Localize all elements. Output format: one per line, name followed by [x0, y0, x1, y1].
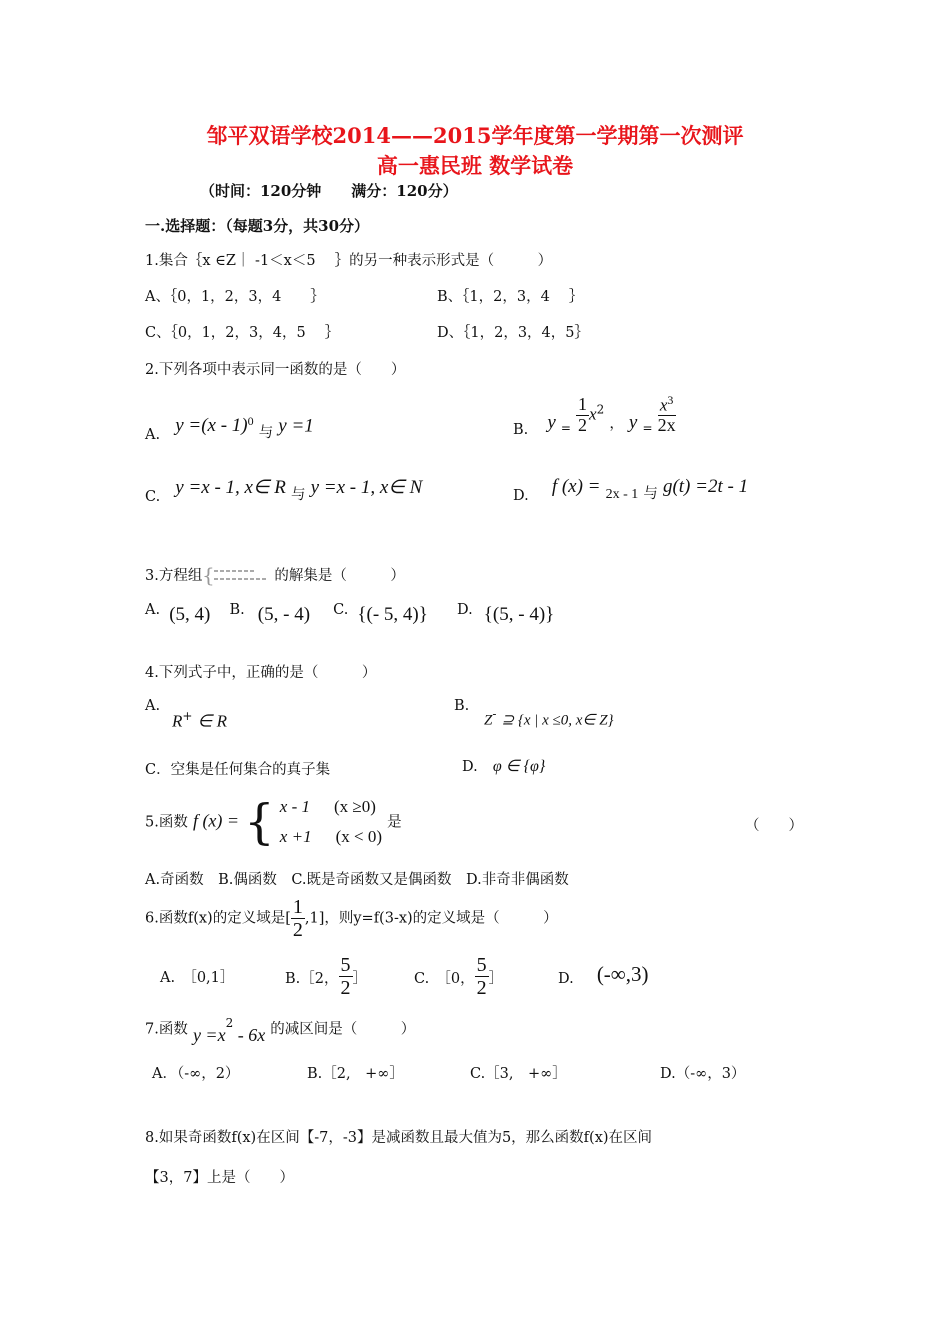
q6-stem-post: ,1]，则y=f(3-x)的定义域是（ ） [304, 910, 558, 927]
q4-stem: 4.下列式子中，正确的是（ ） [145, 665, 377, 681]
q2-option-a [145, 414, 314, 444]
q6-c-frac [475, 954, 489, 999]
q1-option-b: B、｛1，2，3，4 ｝ [437, 289, 584, 305]
q7-expr: y =x [192, 1025, 226, 1046]
q4-b-rest: ⊇ {x | x ≤0, x∈ Z} [501, 712, 614, 729]
q6-d-val: (-∞,3) [596, 962, 649, 986]
q6-b-den: 2 [340, 977, 351, 999]
q8-line2: 【3，7】上是（ ） [145, 1170, 294, 1186]
exam-subtitle: 高一惠民班 数学试卷 [376, 153, 574, 178]
q6-b-pre: B.［2， [285, 970, 339, 987]
q3-equation-system-image [202, 565, 274, 587]
q2-a-expr1: y =(x - 1) [175, 415, 248, 437]
exam-title: 邹平双语学校2014——2015学年度第一学期第一次测评 [206, 123, 744, 148]
q8-line1: 8.如果奇函数f(x)在区间【-7，-3】是减函数且最大值为5，那么函数f(x)在区间 [145, 1130, 653, 1146]
q5-cases [280, 792, 382, 852]
q2-c-label: C. [145, 489, 161, 505]
q3-c-label: C. [333, 602, 349, 618]
q3-stem-pre: 3.方程组 [145, 568, 203, 584]
q2-b-exp: 2 [596, 402, 605, 417]
q1-option-c: C、｛0，1，2，3，4，5 ｝ [145, 325, 340, 341]
q6-option-d [558, 962, 649, 987]
q3-d-label: D. [456, 602, 473, 618]
q2-c-mid: 与 [290, 487, 306, 503]
q4-d-label: D. [462, 759, 478, 775]
q2-b-label: B. [513, 421, 529, 438]
q2-option-b [513, 394, 676, 436]
q3-c-val: {(- 5, 4)} [357, 604, 428, 625]
q2-option-c [145, 476, 423, 505]
q4-option-b [484, 707, 614, 729]
q7-option-c: C.［3, +∞］ [470, 1066, 567, 1082]
q4-b-label: B. [454, 698, 470, 714]
q4-option-a [172, 709, 227, 731]
q4-b-val: Z [484, 712, 493, 729]
q6-c-pre: C. ［0， [414, 970, 475, 987]
q2-d-expr1: f (x) = [551, 476, 601, 497]
q6-stem-pre: 6.函数f(x)的定义域是[ [145, 910, 291, 927]
q6-b-frac [339, 954, 353, 999]
q7-exp: 2 [225, 1016, 234, 1030]
q3-d-val: {(5, - 4)} [483, 604, 555, 625]
q7-expr2: - 6x [233, 1025, 266, 1046]
q5-stem-pre: 5.函数 [145, 814, 188, 831]
q1-stem: 1.集合｛x ∈Z｜ -1＜x＜5 ｝的另一种表示形式是（ ） [145, 253, 553, 269]
q3-b-label: B. [229, 602, 245, 618]
q2-b-eq: = [560, 420, 571, 435]
q7-option-a: A．（-∞，2） [152, 1066, 240, 1082]
q2-a-exp: 0 [247, 414, 254, 428]
q1-option-d: D、｛1，2，3，4，5｝ [437, 325, 590, 341]
q7-stem [145, 1016, 416, 1046]
q6-a-text: A. ［0,1］ [160, 970, 235, 986]
q2-b-num: 1 [578, 393, 588, 414]
q3-options [145, 604, 554, 626]
q2-b-y: y [547, 411, 556, 433]
q2-c-expr1: y =x - 1, x∈ R [175, 477, 286, 498]
q4-d-val: φ ∈ {φ} [492, 758, 546, 775]
svg-text:{: { [202, 565, 216, 587]
q4-option-d [462, 756, 545, 776]
q4-a-label: A. [145, 698, 161, 714]
q2-d-label: D. [513, 488, 529, 504]
q3-stem [145, 564, 405, 587]
time-info: （时间：120分钟 满分：120分） [200, 182, 458, 200]
q3-b-val: (5, - 4) [257, 604, 311, 625]
q2-b-eq2: = [642, 420, 653, 435]
q7-stem-post: 的减区间是（ ） [270, 1021, 416, 1038]
q2-b-den2: 2x [657, 415, 676, 436]
q5-stem [145, 792, 402, 852]
q2-b-num2-exp: 3 [667, 393, 674, 407]
q3-stem-post: 的解集是（ ） [274, 568, 405, 584]
q2-a-expr2: y =1 [278, 415, 314, 437]
section-heading: 一.选择题：（每题3分，共30分） [145, 217, 370, 235]
q5-case1-cond: (x ≥0) [334, 797, 376, 816]
q2-d-expr2: g(t) =2t - 1 [662, 476, 749, 497]
q5-options: A.奇函数 B.偶函数 C.既是奇函数又是偶函数 D.非奇非偶函数 [145, 872, 569, 888]
q5-answer-paren: （ ） [745, 818, 803, 834]
q2-b-y2: y [628, 411, 638, 433]
q6-b-num: 5 [340, 954, 351, 976]
q2-d-small: 2x - 1 [605, 487, 639, 502]
q6-d-label: D. [558, 971, 574, 987]
q2-a-mid: 与 [258, 425, 274, 442]
q5-case1-expr: x - 1 [279, 797, 311, 816]
q6-frac [291, 896, 305, 941]
q4-b-sup: - [492, 707, 497, 721]
q2-c-expr2: y =x - 1, x∈ N [310, 477, 423, 498]
q6-stem [145, 896, 558, 941]
q5-brace: { [244, 794, 275, 850]
q4-a-sup: + [182, 709, 193, 723]
q6-c-post: ］ [488, 970, 504, 987]
q6-option-a [160, 954, 235, 986]
q7-option-b: B.［2, +∞］ [307, 1066, 404, 1082]
q7-option-d: D.（-∞，3） [660, 1066, 746, 1082]
q7-stem-pre: 7.函数 [145, 1021, 188, 1038]
q3-a-label: A. [145, 602, 161, 618]
q4-option-c: C．空集是任何集合的真子集 [145, 762, 331, 778]
q6-c-num: 5 [476, 954, 487, 976]
q2-b-frac [576, 395, 589, 436]
q6-c-den: 2 [476, 977, 487, 999]
q2-b-num2: x [659, 395, 668, 415]
q6-option-b [285, 954, 367, 999]
q6-num: 1 [292, 896, 303, 918]
q1-option-a: A、｛0，1，2，3，4 ｝ [145, 289, 325, 305]
q2-b-frac2 [658, 394, 676, 436]
q2-b-den: 2 [578, 414, 588, 435]
q2-d-mid: 与 [643, 486, 658, 502]
q4-a-rest: ∈ R [197, 711, 227, 731]
q5-stem-post: 是 [387, 814, 402, 831]
q5-case2-cond: (x < 0) [335, 827, 382, 846]
q2-option-d [513, 476, 749, 504]
q3-a-val: (5, 4) [169, 604, 211, 625]
q2-b-x: x [589, 404, 597, 424]
q2-b-comma: ， [609, 415, 624, 432]
q6-b-post: ］ [352, 970, 367, 987]
q6-den: 2 [292, 919, 303, 941]
q2-a-label: A. [145, 427, 161, 444]
q4-a-val: R [172, 711, 183, 731]
q5-case2-expr: x +1 [279, 827, 312, 846]
q2-stem: 2.下列各项中表示同一函数的是（ ） [145, 362, 406, 378]
q6-option-c [414, 954, 503, 999]
q5-f: f (x) = [192, 810, 240, 831]
